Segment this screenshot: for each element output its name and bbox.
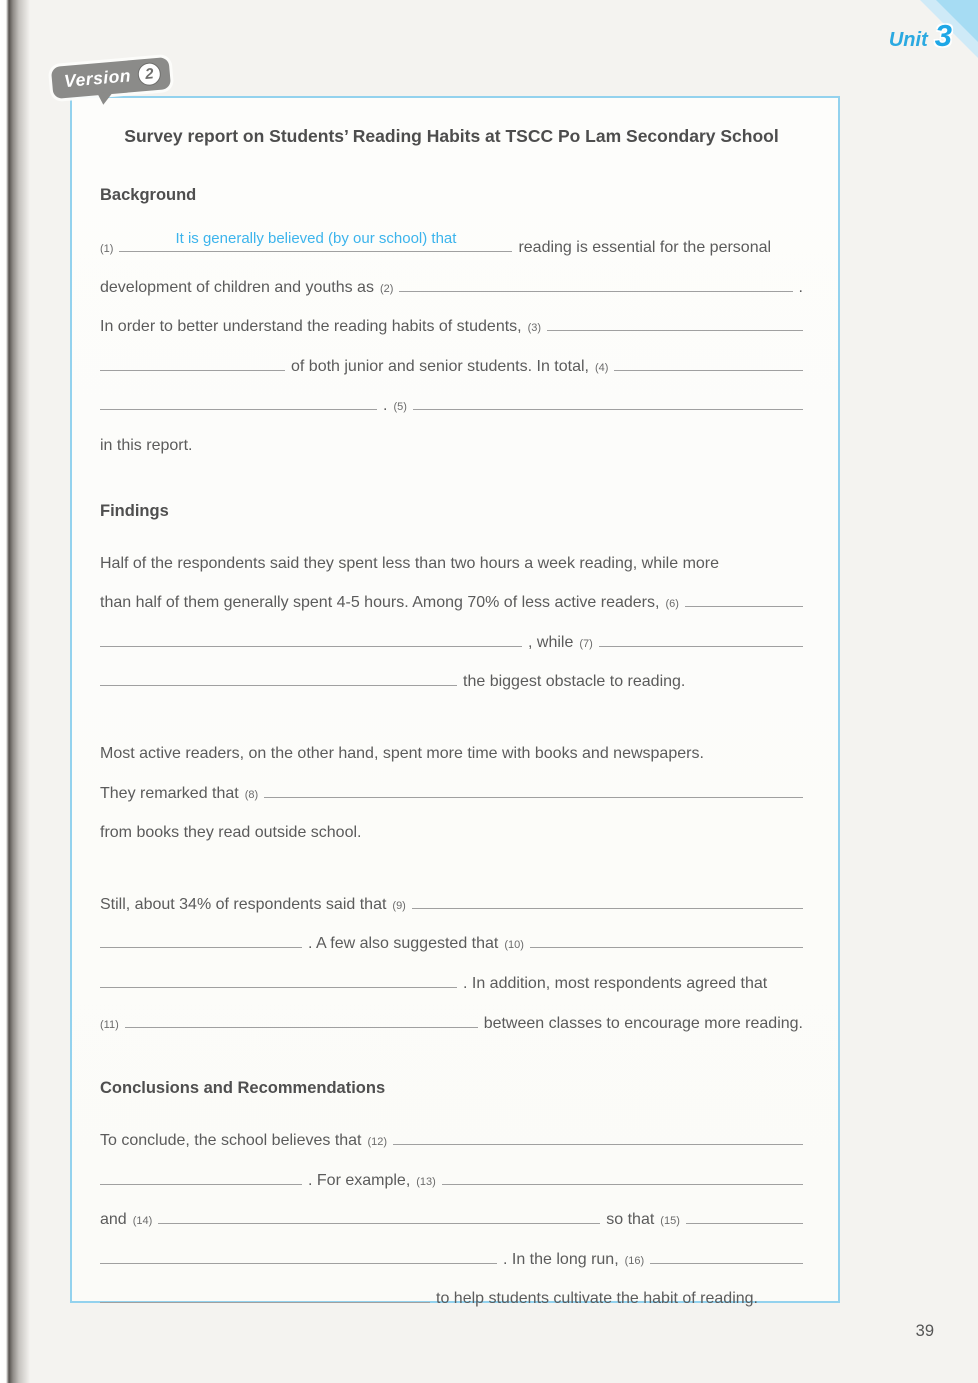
line-text: , while: [528, 633, 574, 651]
blank-number: (5): [393, 401, 407, 414]
blank-number: (9): [392, 899, 406, 912]
line-text: between classes to encourage more reading.: [483, 1014, 803, 1032]
blank-number: (14): [132, 1215, 153, 1228]
blank-line: [530, 945, 803, 948]
version-number-circle: 2: [137, 62, 162, 87]
line-text: than half of them generally spent 4-5 hours. Among 70% of less active readers,: [100, 594, 660, 612]
line-text: development of children and youths as: [100, 278, 374, 296]
line-text: They remarked that: [100, 784, 239, 802]
version-label: Version: [63, 65, 132, 92]
unit-label: Unit: [888, 29, 928, 51]
version-badge: [51, 57, 171, 99]
report-line: [100, 772, 803, 812]
line-text: .: [798, 278, 803, 296]
report-paragraph: [100, 883, 803, 1041]
blank-line: [100, 1300, 430, 1303]
blank-line: [125, 1025, 478, 1028]
blank-line: [158, 1221, 600, 1224]
report-line: [100, 621, 803, 661]
blank-number: (10): [504, 939, 524, 952]
line-text: from books they read outside school.: [100, 824, 362, 842]
report-line: [100, 542, 803, 582]
line-text: . In addition, most respondents agreed that: [463, 974, 768, 992]
speech-bubble-icon: [51, 57, 171, 99]
blank-line: [100, 683, 457, 686]
section-heading: Conclusions and Recommendations: [100, 1079, 386, 1098]
blank-line: [100, 644, 522, 647]
line-text: of both junior and senior students. In total,: [291, 357, 589, 375]
blank-number: (8): [244, 788, 259, 801]
line-text: Still, about 34% of respondents said that: [100, 895, 387, 913]
blank-line: [119, 230, 512, 252]
blank-line: [442, 1182, 803, 1185]
blank-line: [393, 1142, 803, 1145]
blank-line: [685, 604, 803, 607]
blank-number: (3): [527, 322, 542, 335]
report-line: [100, 581, 803, 621]
blank-line: [614, 368, 803, 371]
section-heading: Background: [100, 186, 197, 204]
report-sections: [100, 184, 803, 1317]
blank-line: [264, 795, 803, 798]
report-line: [100, 811, 803, 851]
line-text: so that: [606, 1211, 655, 1229]
report-line: [100, 305, 803, 345]
report-line: [100, 660, 803, 700]
line-text: . In the long run,: [503, 1250, 619, 1268]
report-line: [100, 345, 803, 385]
blank-number: (2): [379, 282, 394, 295]
blank-line: [100, 1261, 497, 1264]
line-text: reading is essential for the personal: [518, 239, 772, 256]
report-box: [70, 96, 840, 1308]
blank-line: [100, 368, 285, 371]
blank-line: [413, 407, 803, 410]
report-line: [100, 732, 803, 772]
line-text: to help students cultivate the habit of reading.: [436, 1290, 758, 1308]
blank-line: [547, 328, 803, 331]
blank-line: [399, 289, 792, 292]
report-line: [100, 883, 803, 923]
blank-line: [599, 644, 803, 647]
report-line: [100, 1277, 803, 1317]
blank-number: (7): [579, 637, 593, 650]
blank-line: [100, 985, 457, 988]
report-paragraph: [100, 226, 803, 464]
blank-number: (13): [416, 1175, 436, 1188]
blank-line: [100, 945, 302, 948]
blank-line: [412, 906, 803, 909]
blank-number: (6): [665, 598, 679, 611]
blank-number: (16): [624, 1254, 645, 1267]
blank-line: [650, 1261, 803, 1264]
page-number: 39: [915, 1322, 934, 1340]
blank-line: [686, 1221, 803, 1224]
blank-number: (1): [100, 243, 114, 255]
report-content: [72, 98, 838, 1317]
line-text: in this report.: [100, 436, 193, 454]
report-line: [100, 962, 803, 1002]
report-line: [100, 1002, 803, 1042]
line-text: To conclude, the school believes that: [100, 1132, 362, 1150]
blank-number: (4): [594, 361, 609, 374]
report-line: [100, 1198, 803, 1238]
report-paragraph: [100, 1119, 803, 1317]
report-line: [100, 424, 803, 464]
line-text: and: [100, 1211, 127, 1229]
unit-number: 3: [934, 18, 952, 53]
report-paragraph: [100, 732, 803, 851]
line-text: the biggest obstacle to reading.: [463, 673, 686, 691]
section-heading: Findings: [100, 501, 169, 520]
book-spine-shadow: [0, 0, 30, 1383]
unit-header: [889, 18, 952, 54]
report-line: [100, 1119, 803, 1159]
report-title: Survey report on Students’ Reading Habits at TSCC Po Lam Secondary School: [124, 126, 779, 146]
report-line: [100, 1159, 803, 1199]
report-line: [100, 922, 803, 962]
line-text: Most active readers, on the other hand, spent more time with books and newspapers.: [100, 744, 704, 762]
handwritten-answer: It is generally believed (by our school) that: [175, 230, 457, 247]
report-line: [100, 384, 803, 424]
blank-line: [100, 1182, 302, 1185]
report-line: [100, 226, 803, 266]
line-text: . A few also suggested that: [308, 935, 499, 953]
blank-number: (11): [100, 1018, 119, 1031]
blank-number: (15): [660, 1215, 680, 1228]
line-text: . For example,: [308, 1171, 411, 1189]
report-line: [100, 266, 803, 306]
report-line: [100, 1238, 803, 1278]
report-paragraph: [100, 542, 803, 700]
line-text: Half of the respondents said they spent less than two hours a week reading, while more: [100, 554, 720, 572]
blank-line: [100, 407, 377, 410]
line-text: .: [383, 397, 388, 415]
blank-number: (12): [367, 1136, 388, 1149]
line-text: In order to better understand the reading habits of students,: [100, 318, 522, 336]
